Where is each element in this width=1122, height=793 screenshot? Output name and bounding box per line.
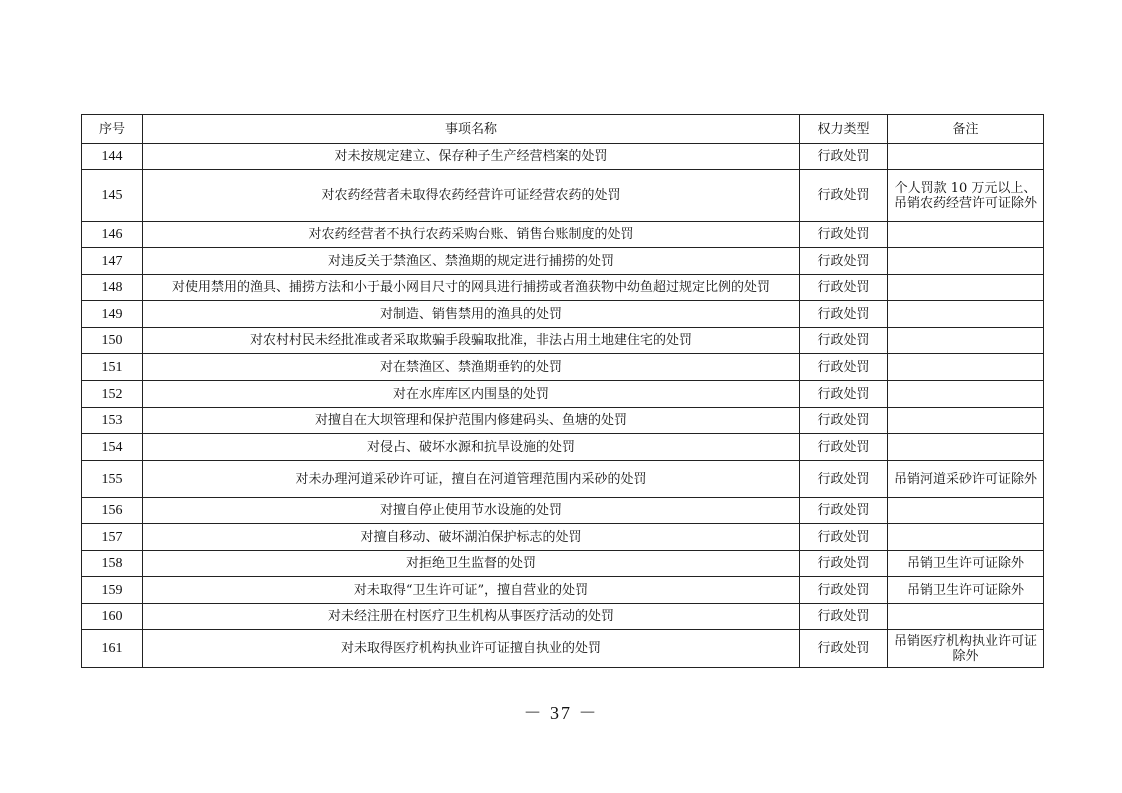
cell-seq: 151 bbox=[82, 354, 143, 381]
cell-seq: 156 bbox=[82, 498, 143, 524]
cell-remarks bbox=[888, 328, 1044, 354]
cell-remarks: 吊销卫生许可证除外 bbox=[888, 551, 1044, 577]
cell-remarks bbox=[888, 524, 1044, 551]
cell-remarks bbox=[888, 248, 1044, 275]
table-row bbox=[82, 408, 1044, 434]
cell-seq: 148 bbox=[82, 275, 143, 301]
cell-power-type: 行政处罚 bbox=[800, 551, 888, 577]
cell-remarks: 个人罚款 10 万元以上、吊销农药经营许可证除外 bbox=[888, 170, 1044, 222]
table-row bbox=[82, 630, 1044, 668]
items-table bbox=[81, 114, 1044, 668]
cell-power-type: 行政处罚 bbox=[800, 170, 888, 222]
header-remarks: 备注 bbox=[888, 115, 1044, 144]
table-row bbox=[82, 551, 1044, 577]
cell-power-type: 行政处罚 bbox=[800, 222, 888, 248]
cell-power-type: 行政处罚 bbox=[800, 461, 888, 498]
table-row bbox=[82, 498, 1044, 524]
cell-seq: 144 bbox=[82, 144, 143, 170]
cell-remarks bbox=[888, 354, 1044, 381]
cell-remarks bbox=[888, 498, 1044, 524]
cell-seq: 149 bbox=[82, 301, 143, 328]
table-row bbox=[82, 381, 1044, 408]
cell-power-type: 行政处罚 bbox=[800, 434, 888, 461]
table-row bbox=[82, 248, 1044, 275]
table-row bbox=[82, 461, 1044, 498]
cell-seq: 154 bbox=[82, 434, 143, 461]
table-row bbox=[82, 328, 1044, 354]
cell-remarks bbox=[888, 381, 1044, 408]
cell-seq: 159 bbox=[82, 577, 143, 604]
cell-seq: 152 bbox=[82, 381, 143, 408]
cell-item-name: 对未办理河道采砂许可证，擅自在河道管理范围内采砂的处罚 bbox=[143, 461, 800, 498]
cell-seq: 153 bbox=[82, 408, 143, 434]
cell-item-name: 对擅自移动、破坏湖泊保护标志的处罚 bbox=[143, 524, 800, 551]
cell-remarks bbox=[888, 222, 1044, 248]
cell-remarks bbox=[888, 275, 1044, 301]
table-row bbox=[82, 170, 1044, 222]
cell-power-type: 行政处罚 bbox=[800, 630, 888, 668]
cell-power-type: 行政处罚 bbox=[800, 408, 888, 434]
table-row bbox=[82, 222, 1044, 248]
header-row bbox=[82, 115, 1044, 144]
cell-seq: 155 bbox=[82, 461, 143, 498]
cell-remarks: 吊销卫生许可证除外 bbox=[888, 577, 1044, 604]
cell-item-name: 对擅自停止使用节水设施的处罚 bbox=[143, 498, 800, 524]
cell-power-type: 行政处罚 bbox=[800, 328, 888, 354]
page-number: － 37 － bbox=[523, 703, 599, 723]
header-item-name: 事项名称 bbox=[143, 115, 800, 144]
cell-item-name: 对使用禁用的渔具、捕捞方法和小于最小网目尺寸的网具进行捕捞或者渔获物中幼鱼超过规定比例的处罚 bbox=[143, 275, 800, 301]
table-header bbox=[82, 115, 1044, 144]
cell-item-name: 对拒绝卫生监督的处罚 bbox=[143, 551, 800, 577]
cell-power-type: 行政处罚 bbox=[800, 524, 888, 551]
cell-power-type: 行政处罚 bbox=[800, 354, 888, 381]
cell-remarks bbox=[888, 408, 1044, 434]
cell-item-name: 对侵占、破坏水源和抗旱设施的处罚 bbox=[143, 434, 800, 461]
cell-remarks: 吊销医疗机构执业许可证除外 bbox=[888, 630, 1044, 668]
cell-seq: 147 bbox=[82, 248, 143, 275]
cell-power-type: 行政处罚 bbox=[800, 275, 888, 301]
table-row bbox=[82, 301, 1044, 328]
cell-item-name: 对农村村民未经批准或者采取欺骗手段骗取批准，非法占用土地建住宅的处罚 bbox=[143, 328, 800, 354]
cell-remarks bbox=[888, 604, 1044, 630]
cell-power-type: 行政处罚 bbox=[800, 144, 888, 170]
cell-seq: 157 bbox=[82, 524, 143, 551]
cell-item-name: 对违反关于禁渔区、禁渔期的规定进行捕捞的处罚 bbox=[143, 248, 800, 275]
table-row bbox=[82, 434, 1044, 461]
cell-power-type: 行政处罚 bbox=[800, 498, 888, 524]
cell-power-type: 行政处罚 bbox=[800, 381, 888, 408]
cell-seq: 150 bbox=[82, 328, 143, 354]
header-power-type: 权力类型 bbox=[800, 115, 888, 144]
table-row bbox=[82, 604, 1044, 630]
cell-item-name: 对农药经营者不执行农药采购台账、销售台账制度的处罚 bbox=[143, 222, 800, 248]
table-row bbox=[82, 577, 1044, 604]
cell-item-name: 对在水库库区内围垦的处罚 bbox=[143, 381, 800, 408]
cell-power-type: 行政处罚 bbox=[800, 248, 888, 275]
table-row bbox=[82, 354, 1044, 381]
cell-power-type: 行政处罚 bbox=[800, 577, 888, 604]
cell-seq: 161 bbox=[82, 630, 143, 668]
cell-seq: 146 bbox=[82, 222, 143, 248]
header-seq: 序号 bbox=[82, 115, 143, 144]
cell-item-name: 对农药经营者未取得农药经营许可证经营农药的处罚 bbox=[143, 170, 800, 222]
table-row bbox=[82, 275, 1044, 301]
cell-power-type: 行政处罚 bbox=[800, 604, 888, 630]
cell-remarks: 吊销河道采砂许可证除外 bbox=[888, 461, 1044, 498]
cell-item-name: 对擅自在大坝管理和保护范围内修建码头、鱼塘的处罚 bbox=[143, 408, 800, 434]
cell-seq: 145 bbox=[82, 170, 143, 222]
table-row bbox=[82, 144, 1044, 170]
cell-item-name: 对在禁渔区、禁渔期垂钓的处罚 bbox=[143, 354, 800, 381]
cell-item-name: 对未按规定建立、保存种子生产经营档案的处罚 bbox=[143, 144, 800, 170]
cell-remarks bbox=[888, 301, 1044, 328]
cell-seq: 160 bbox=[82, 604, 143, 630]
cell-remarks bbox=[888, 144, 1044, 170]
cell-power-type: 行政处罚 bbox=[800, 301, 888, 328]
table-body bbox=[82, 144, 1044, 668]
table-row bbox=[82, 524, 1044, 551]
cell-item-name: 对未取得“卫生许可证”，擅自营业的处罚 bbox=[143, 577, 800, 604]
cell-remarks bbox=[888, 434, 1044, 461]
cell-item-name: 对制造、销售禁用的渔具的处罚 bbox=[143, 301, 800, 328]
cell-item-name: 对未经注册在村医疗卫生机构从事医疗活动的处罚 bbox=[143, 604, 800, 630]
cell-seq: 158 bbox=[82, 551, 143, 577]
cell-item-name: 对未取得医疗机构执业许可证擅自执业的处罚 bbox=[143, 630, 800, 668]
